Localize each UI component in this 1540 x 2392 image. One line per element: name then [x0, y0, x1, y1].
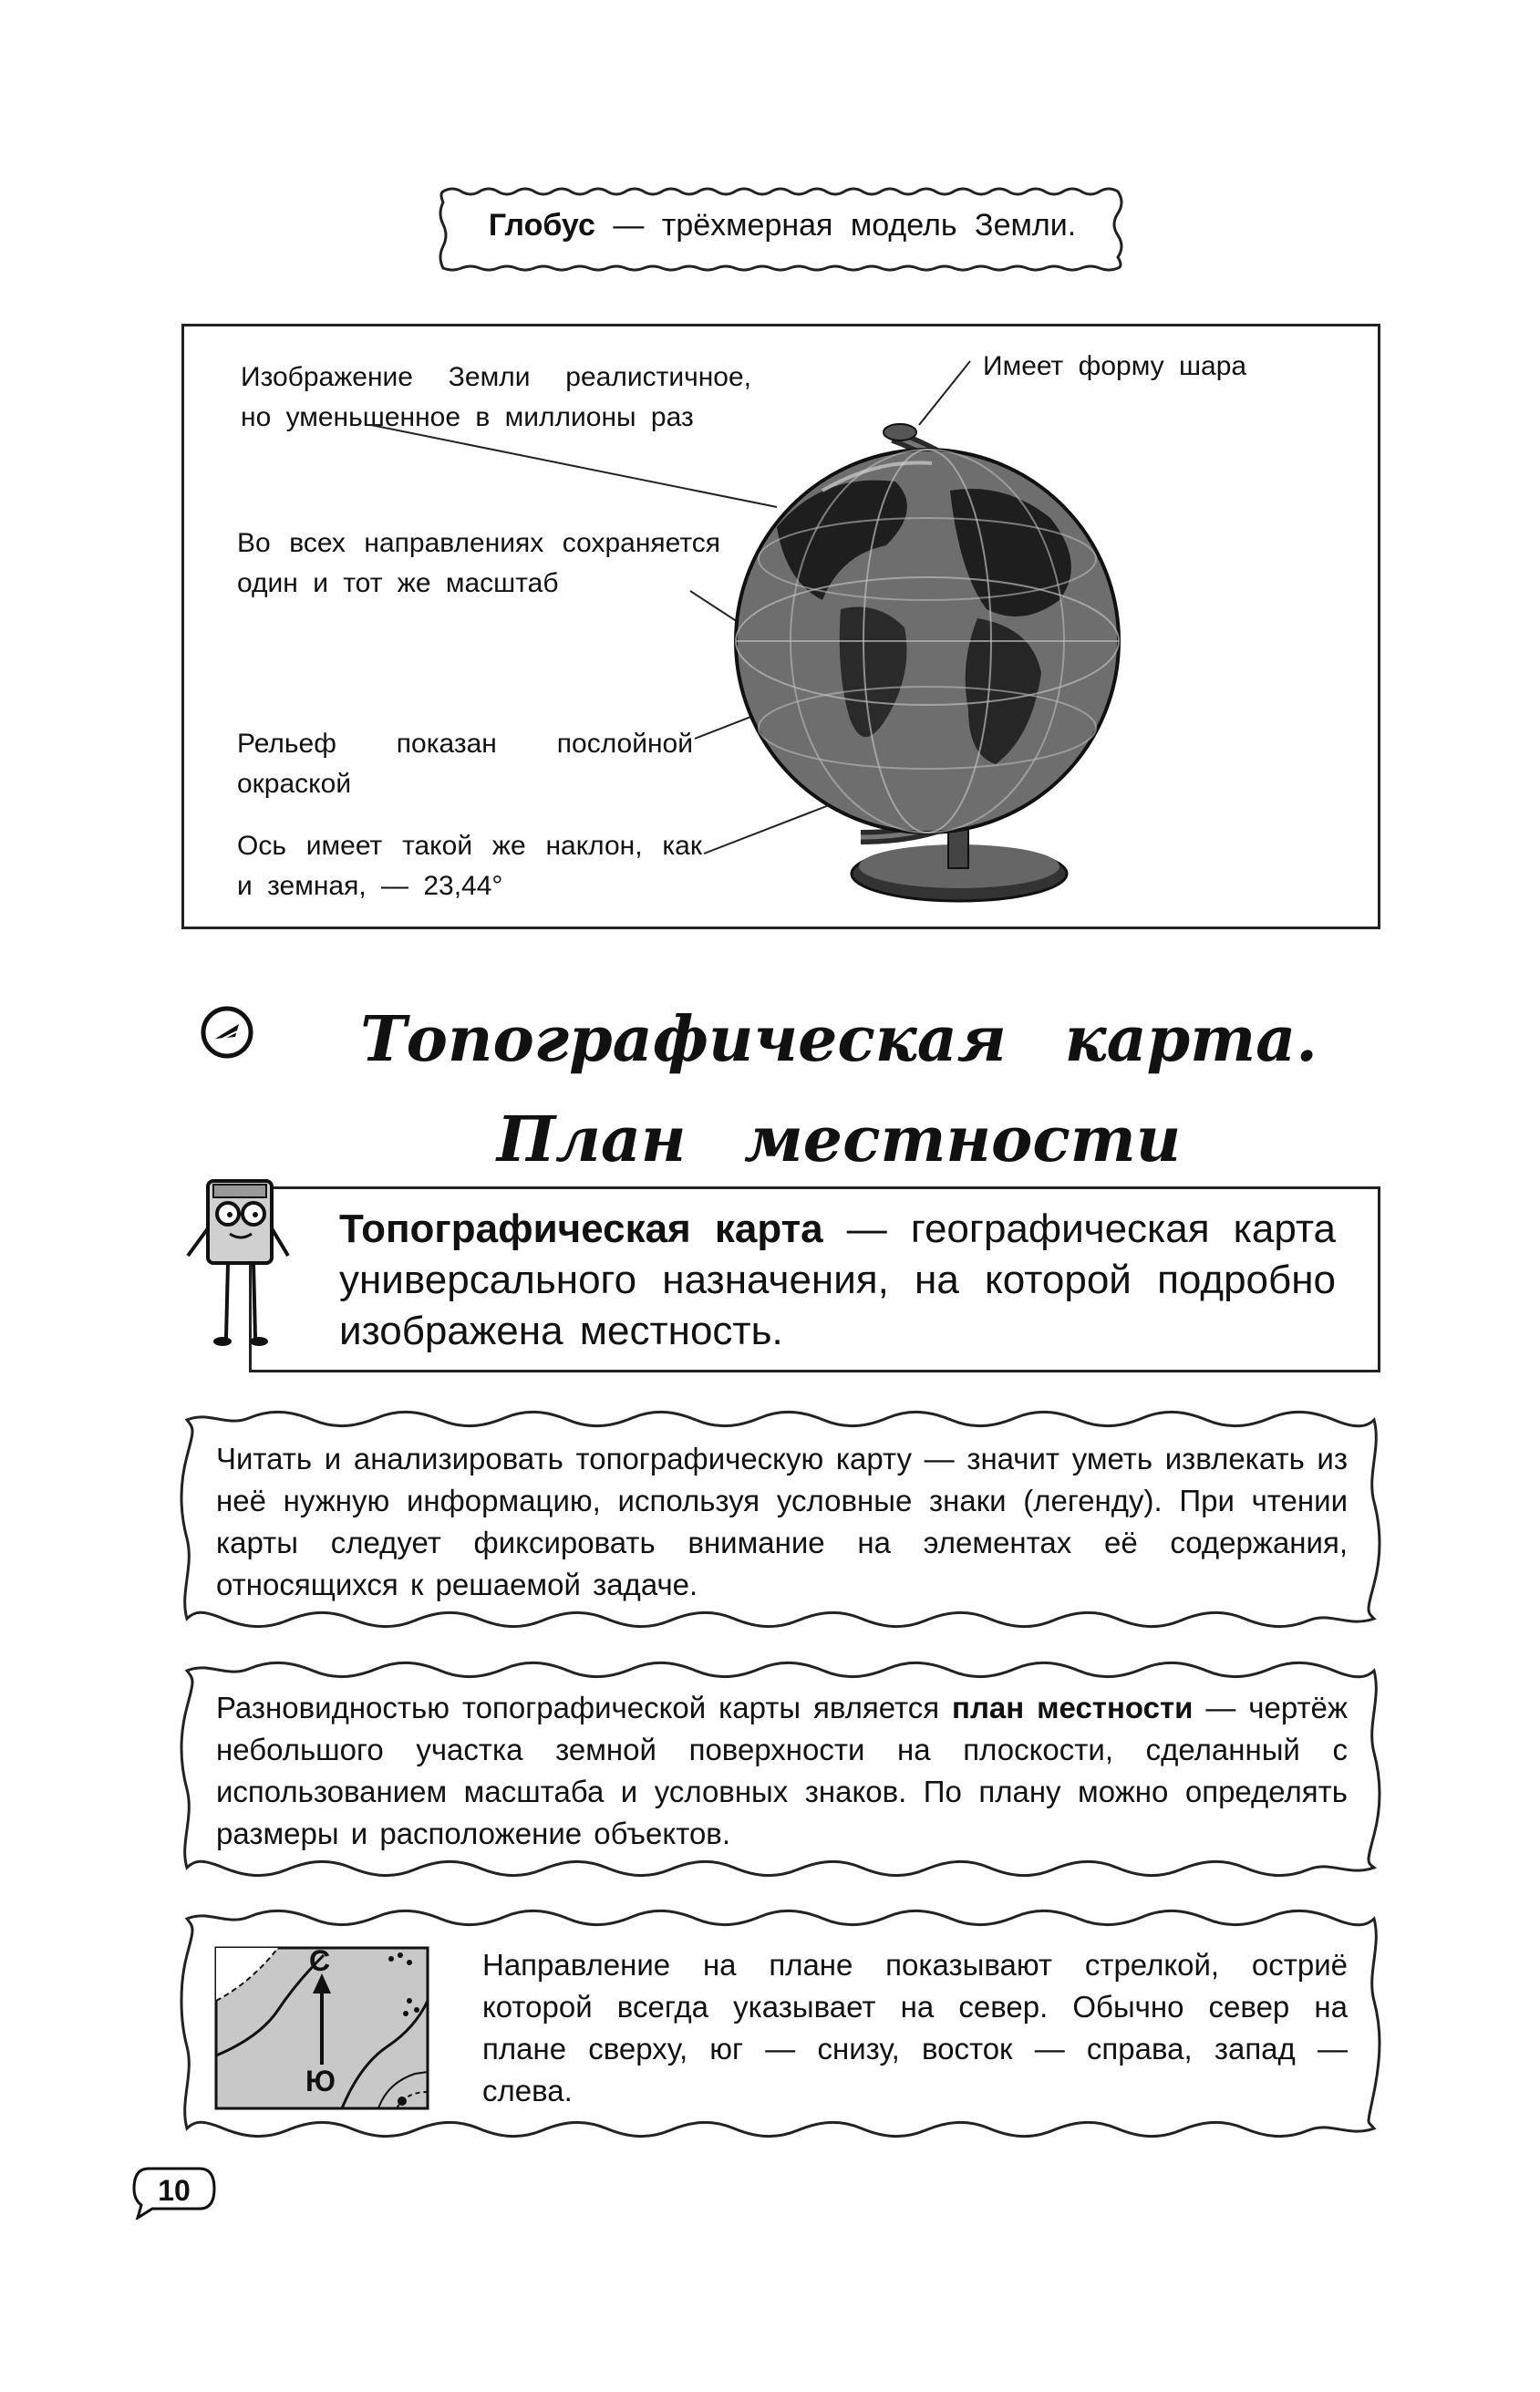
globus-definition-box: [436, 184, 1129, 274]
page-number-badge: [130, 2165, 218, 2220]
section-bullet-icon: [199, 1004, 255, 1061]
south-label: Ю: [305, 2065, 336, 2097]
north-label: С: [309, 1944, 331, 1977]
label-relief: Рельеф показан послойной окраской: [237, 729, 693, 799]
section-heading: [191, 989, 1377, 1176]
label-scale: Во всех направлениях сохраняется один и тот же масштаб: [237, 528, 720, 598]
plan-box: [181, 1662, 1380, 1877]
globus-definition-text: [436, 208, 1129, 243]
plan-text-before: Разновидностью топографической карты является: [216, 1691, 953, 1724]
section-title: Топографическая карта. План местности: [360, 1003, 1318, 1176]
book-mascot-icon: [182, 1174, 292, 1356]
reading-box: [181, 1411, 1380, 1628]
globus-definition-rest: — трёхмерная модель Земли.: [594, 208, 1077, 243]
topo-definition-text: [339, 1204, 1336, 1357]
plan-text-after: — чертёж небольшого участка земной поверхности на плоскости, сделанный с использованием масштаба и условных знаков. По плану можно определять размеры и расположение объектов.: [216, 1691, 1348, 1850]
plan-term: план местности: [952, 1691, 1194, 1724]
topo-definition-rest: — географическая карта универсального назначения, на которой подробно изображена местность.: [339, 1206, 1336, 1353]
label-realistic: Изображение Земли реалистичное, но уменьшенное в миллионы раз: [241, 362, 751, 432]
globe-illustration: [184, 326, 1378, 927]
mini-plan-map: [214, 1946, 429, 2110]
reading-paragraph: Читать и анализировать топографическую карту — значит уметь извлекать из неё нужную информацию, используя условные знаки (легенду). При чтении карты следует фиксировать внимание на элементах её содержания, относящихся к решаемой задаче.: [216, 1442, 1348, 1601]
label-shape: Имеет форму шара: [983, 351, 1247, 381]
direction-paragraph: Направление на плане показывают стрелкой, остриё которой всегда указывает на север. Обычно север на плане сверху, юг — снизу, восток — справа, запад — слева.: [482, 1948, 1348, 2107]
globe-figure: [181, 324, 1380, 929]
direction-box: [181, 1910, 1380, 2138]
label-axis: Ось имеет такой же наклон, как и земная, — 23,44°: [237, 831, 702, 901]
topo-definition-box: [249, 1186, 1380, 1372]
page-number: 10: [158, 2174, 191, 2207]
plan-paragraph: [216, 1687, 1348, 1855]
topo-term: Топографическая карта: [339, 1206, 823, 1251]
globus-term: Глобус: [488, 208, 595, 243]
